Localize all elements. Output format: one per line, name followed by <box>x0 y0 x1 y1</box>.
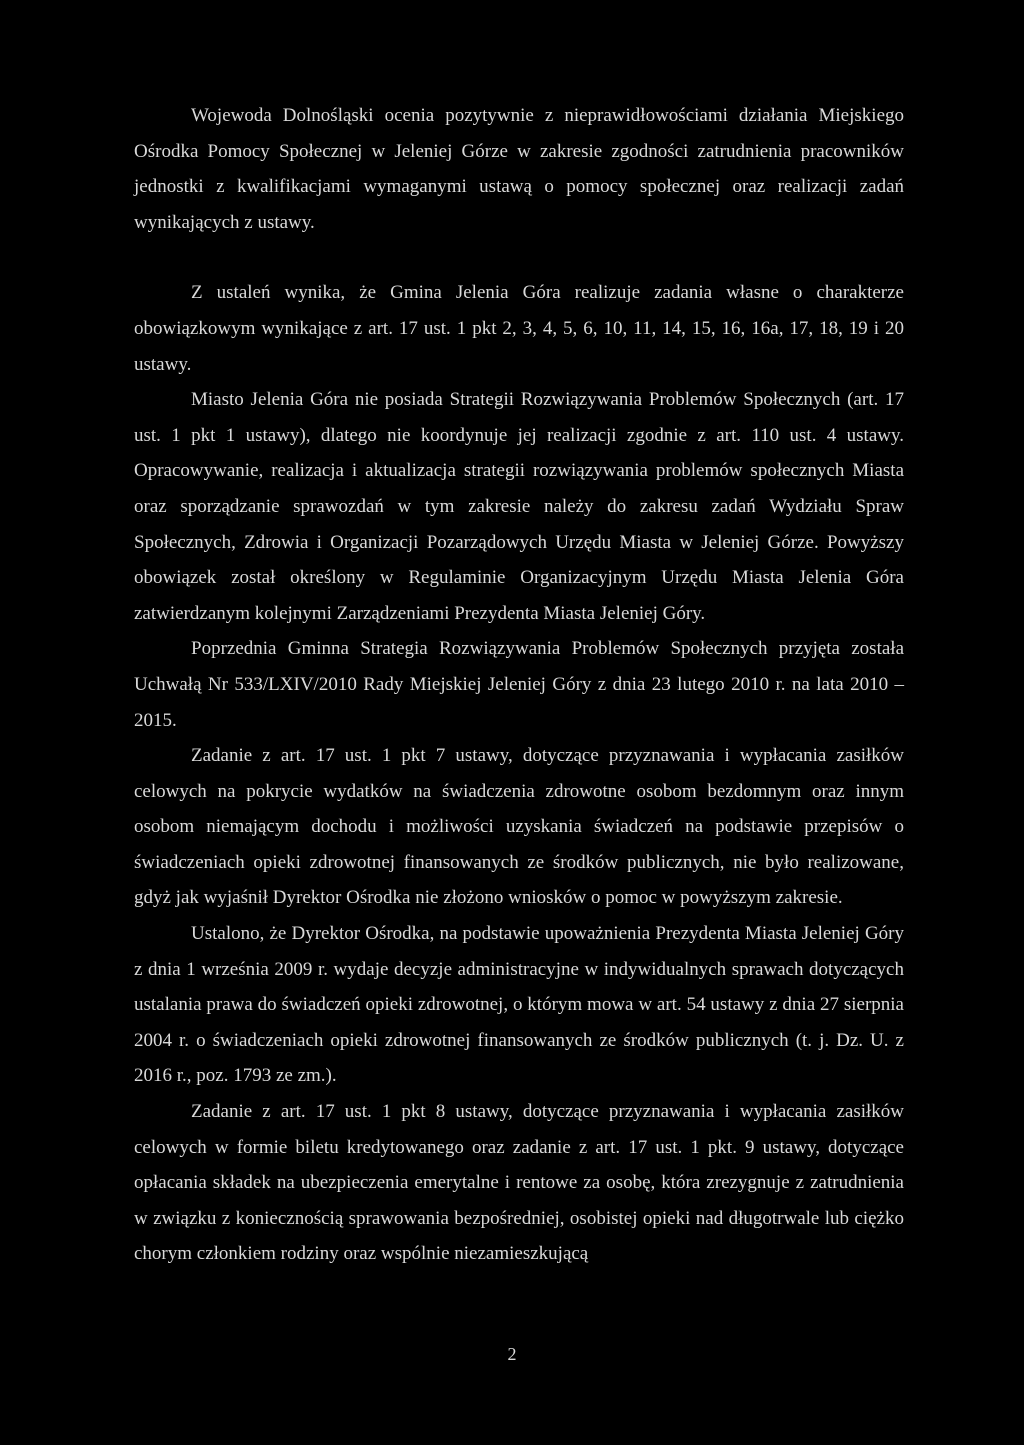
paragraph-task-pkt-8-9: Zadanie z art. 17 ust. 1 pkt 8 ustawy, dotyczące przyznawania i wypłacania zasiłków celowych w formie biletu kredytowanego oraz zadanie z art. 17 ust. 1 pkt. 9 ustawy, dotyczące opłacania składek na ubezpieczenia emerytalne i rentowe za osobę, która zrezygnuje z zatrudnienia w związku z koniecznością sprawowania bezpośredniej, osobistej opieki nad długotrwale lub ciężko chorym członkiem rodziny oraz wspólnie niezamieszkującą <box>134 1101 904 1265</box>
paragraph-strategy: Miasto Jelenia Góra nie posiada Strategii Rozwiązywania Problemów Społecznych (art. 17 ust. 1 pkt 1 ustawy), dlatego nie koordynuje jej realizacji zgodnie z art. 110 ust. 4 ustawy. Opracowywanie, realizacja i aktualizacja strategii rozwiązywania problemów społecznych Miasta oraz sporządzanie sprawozdań w tym zakresie należy do zakresu zadań Wydziału Spraw Społecznych, Zdrowia i Organizacji Pozarządowych Urzędu Miasta w Jeleniej Górze. Powyższy obowiązek został określony w Regulaminie Organizacyjnym Urzędu Miasta Jelenia Góra zatwierdzanym kolejnymi Zarządzeniami Prezydenta Miasta Jeleniej Góry. <box>134 389 904 624</box>
paragraph-findings: Z ustaleń wynika, że Gmina Jelenia Góra realizuje zadania własne o charakterze obowiązkowym wynikające z art. 17 ust. 1 pkt 2, 3, 4, 5, 6, 10, 11, 14, 15, 16, 16a, 17, 18, 19 i 20 ustawy. <box>134 282 904 375</box>
paragraph-previous-strategy: Poprzednia Gminna Strategia Rozwiązywania Problemów Społecznych przyjęta została Uchwałą Nr 533/LXIV/2010 Rady Miejskiej Jeleniej Góry z dnia 23 lutego 2010 r. na lata 2010 – 2015. <box>134 638 904 731</box>
paragraph-assessment: Wojewoda Dolnośląski ocenia pozytywnie z nieprawidłowościami działania Miejskiego Ośrodka Pomocy Społecznej w Jeleniej Górze w zakresie zgodności zatrudnienia pracowników jednostki z kwalifikacjami wymaganymi ustawą o pomocy społecznej oraz realizacji zadań wynikających z ustawy. <box>134 105 904 233</box>
document-body <box>134 98 904 1272</box>
paragraph-director-authorization: Ustalono, że Dyrektor Ośrodka, na podstawie upoważnienia Prezydenta Miasta Jeleniej Góry z dnia 1 września 2009 r. wydaje decyzje administracyjne w indywidualnych sprawach dotyczących ustalania prawa do świadczeń opieki zdrowotnej, o którym mowa w art. 54 ustawy z dnia 27 sierpnia 2004 r. o świadczeniach opieki zdrowotnej finansowanych ze środków publicznych (t. j. Dz. U. z 2016 r., poz. 1793 ze zm.). <box>134 923 904 1087</box>
page-number: 2 <box>507 1344 517 1364</box>
paragraph-task-pkt-7: Zadanie z art. 17 ust. 1 pkt 7 ustawy, dotyczące przyznawania i wypłacania zasiłków celowych na pokrycie wydatków na świadczenia zdrowotne osobom bezdomnym oraz innym osobom niemającym dochodu i możliwości uzyskania świadczeń na podstawie przepisów o świadczeniach opieki zdrowotnej finansowanych ze środków publicznych, nie było realizowane, gdyż jak wyjaśnił Dyrektor Ośrodka nie złożono wniosków o pomoc w powyższym zakresie. <box>134 745 904 909</box>
